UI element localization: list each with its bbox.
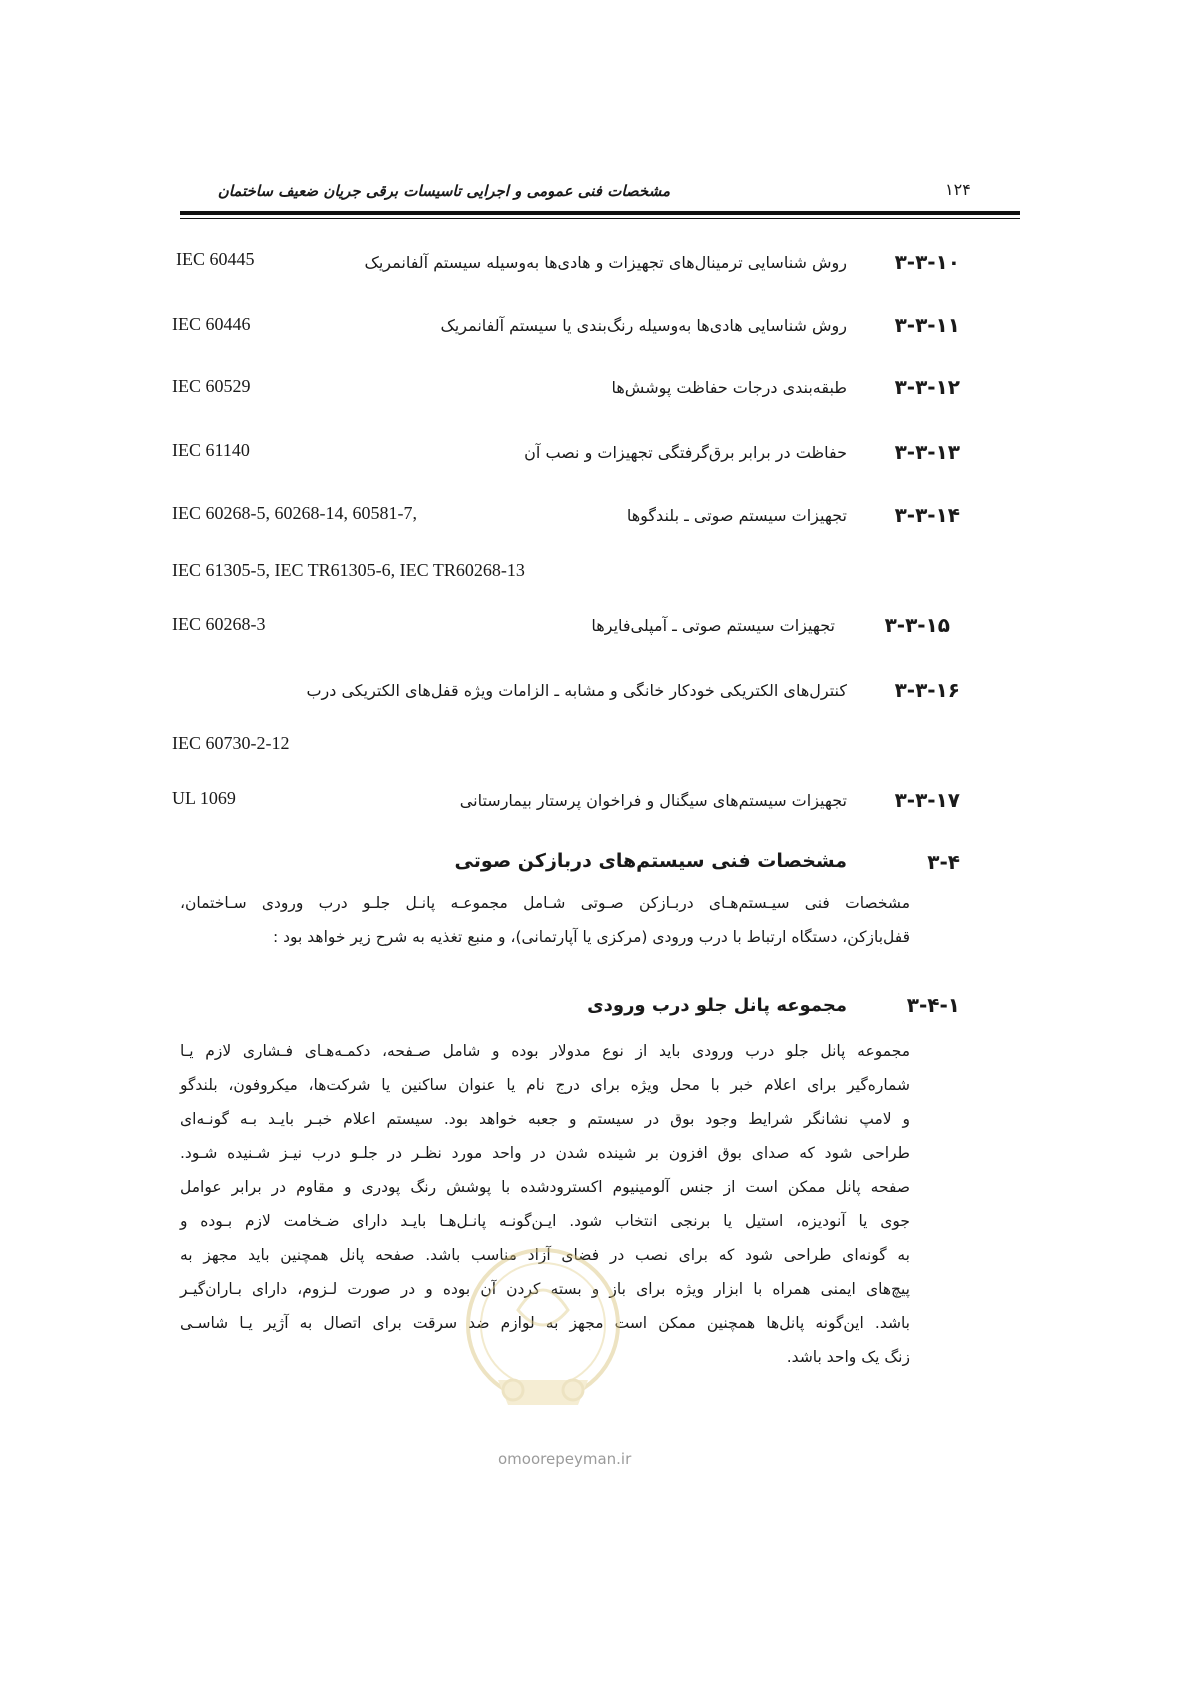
- standard-code: UL 1069: [172, 788, 236, 808]
- watermark-url: omoorepeyman.ir: [498, 1450, 632, 1468]
- paragraph-line: صفحه پانل ممکن است از جنس آلومینیوم اکسترودشده با پوشش رنگ پودری و مقاوم در برابر عوامل: [180, 1178, 910, 1196]
- paragraph-line: طراحی شود که صدای بوق افزون بر شینده شدن در واحد مورد نظـر در جلـو درب نیـز شـنیده شـود.: [180, 1144, 910, 1162]
- header-rule-thin: [180, 218, 1020, 219]
- section-title: مشخصات فنی سیستم‌های دربازکن صوتی: [454, 850, 847, 872]
- section-paragraph: [180, 886, 910, 954]
- standard-number: ۳-۳-۱۴: [894, 503, 960, 527]
- standard-number: ۳-۳-۱۳: [894, 440, 960, 464]
- standard-title: حفاظت در برابر برق‌گرفتگی تجهیزات و نصب آن: [524, 443, 847, 462]
- paragraph-line: و لامپ نشانگر شرایط وجود بوق در سیستم و جعبه خواهد بود. سیستم اعلام خبـر بایـد بـه گونـه‌ای: [180, 1110, 910, 1128]
- header-rule-thick: [180, 211, 1020, 215]
- paragraph-line: باشد. این‌گونه پانل‌ها همچنین ممکن است مجهز به لوازم ضد سرقت برای اتصال به آژیر یـا شاسـی: [180, 1314, 910, 1332]
- standard-code-continued: IEC 61305-5, IEC TR61305-6, IEC TR60268-13: [172, 560, 525, 580]
- standard-title: روش شناسایی هادی‌ها به‌وسیله رنگ‌بندی یا سیستم آلفانمریک: [440, 316, 847, 335]
- standard-number: ۳-۳-۱۱: [894, 313, 960, 337]
- subsection-title: مجموعه پانل جلو درب ورودی: [587, 995, 847, 1016]
- paragraph-line: قفل‌بازکن، دستگاه ارتباط با درب ورودی (مرکزی یا آپارتمانی)، و منبع تغذیه به شرح زیر خواهد بود :: [273, 928, 910, 946]
- page-number: ۱۲۴: [945, 180, 971, 199]
- standard-number: ۳-۳-۱۲: [894, 375, 960, 399]
- standard-title: تجهیزات سیستم‌های سیگنال و فراخوان پرستار بیمارستانی: [459, 791, 847, 810]
- paragraph-line: پیچ‌های ایمنی همراه با ابزار ویژه برای باز و بسته کردن آن بوده و در صورت لـزوم، دارای بـاران‌گیـر: [180, 1280, 910, 1298]
- paragraph-line: زنگ یک واحد باشد.: [786, 1348, 910, 1366]
- standard-code: IEC 61140: [172, 440, 250, 460]
- standard-code: IEC 60529: [172, 376, 251, 396]
- standard-number: ۳-۳-۱۶: [894, 678, 960, 702]
- paragraph-line: شماره‌گیر برای اعلام خبر با محل ویژه برای درج نام یا عنوان ساکنین یا شرکت‌ها، میکروفون، بلندگو: [180, 1076, 910, 1094]
- standard-title: تجهیزات سیستم صوتی ـ بلندگوها: [626, 506, 847, 525]
- subsection-number: ۳-۴-۱: [906, 993, 960, 1017]
- standard-title: کنترل‌های الکتریکی خودکار خانگی و مشابه ـ الزامات ویژه قفل‌های الکتریکی درب: [306, 681, 847, 700]
- standard-code: IEC 60268-5, 60268-14, 60581-7,: [172, 503, 417, 523]
- watermark-seal-icon: [458, 1230, 628, 1430]
- standard-number: ۳-۳-۱۵: [884, 613, 950, 637]
- standard-title: طبقه‌بندی درجات حفاظت پوشش‌ها: [611, 378, 847, 397]
- standard-number: ۳-۳-۱۰: [894, 250, 960, 274]
- paragraph-line: مشخصات فنی سیـستم‌هـای دربـازکن صـوتی شـامل مجموعـه پانـل جلـو درب ورودی سـاختمان،: [180, 894, 910, 912]
- section-number: ۳-۴: [927, 850, 960, 874]
- paragraph-line: مجموعه پانل جلو درب ورودی باید از نوع مدولار بوده و شامل صـفحه، دکمـه‌هـای فـشاری لازم یـا: [180, 1042, 910, 1060]
- paragraph-line: به گونه‌ای طراحی شود که برای نصب در فضای آزاد مناسب باشد. صفحه پانل همچنین باید مجهز به: [180, 1246, 910, 1264]
- standard-title: روش شناسایی ترمینال‌های تجهیزات و هادی‌ها به‌وسیله سیستم آلفانمریک: [364, 253, 847, 272]
- standard-code: IEC 60268-3: [172, 614, 266, 634]
- standard-code: IEC 60445: [176, 249, 255, 269]
- standard-code: IEC 60446: [172, 314, 251, 334]
- paragraph-line: جوی یا آنودیزه، استیل یا برنجی انتخاب شود. ایـن‌گونـه پانـل‌هـا بایـد دارای ضـخامت لازم بـوده و: [180, 1212, 910, 1230]
- standard-number: ۳-۳-۱۷: [894, 788, 960, 812]
- standard-title: تجهیزات سیستم صوتی ـ آمپلی‌فایرها: [591, 616, 835, 635]
- standard-code: IEC 60730-2-12: [172, 733, 290, 753]
- running-header-title: مشخصات فنی عمومی و اجرایی تاسیسات برقی جریان ضعیف ساختمان: [217, 182, 670, 200]
